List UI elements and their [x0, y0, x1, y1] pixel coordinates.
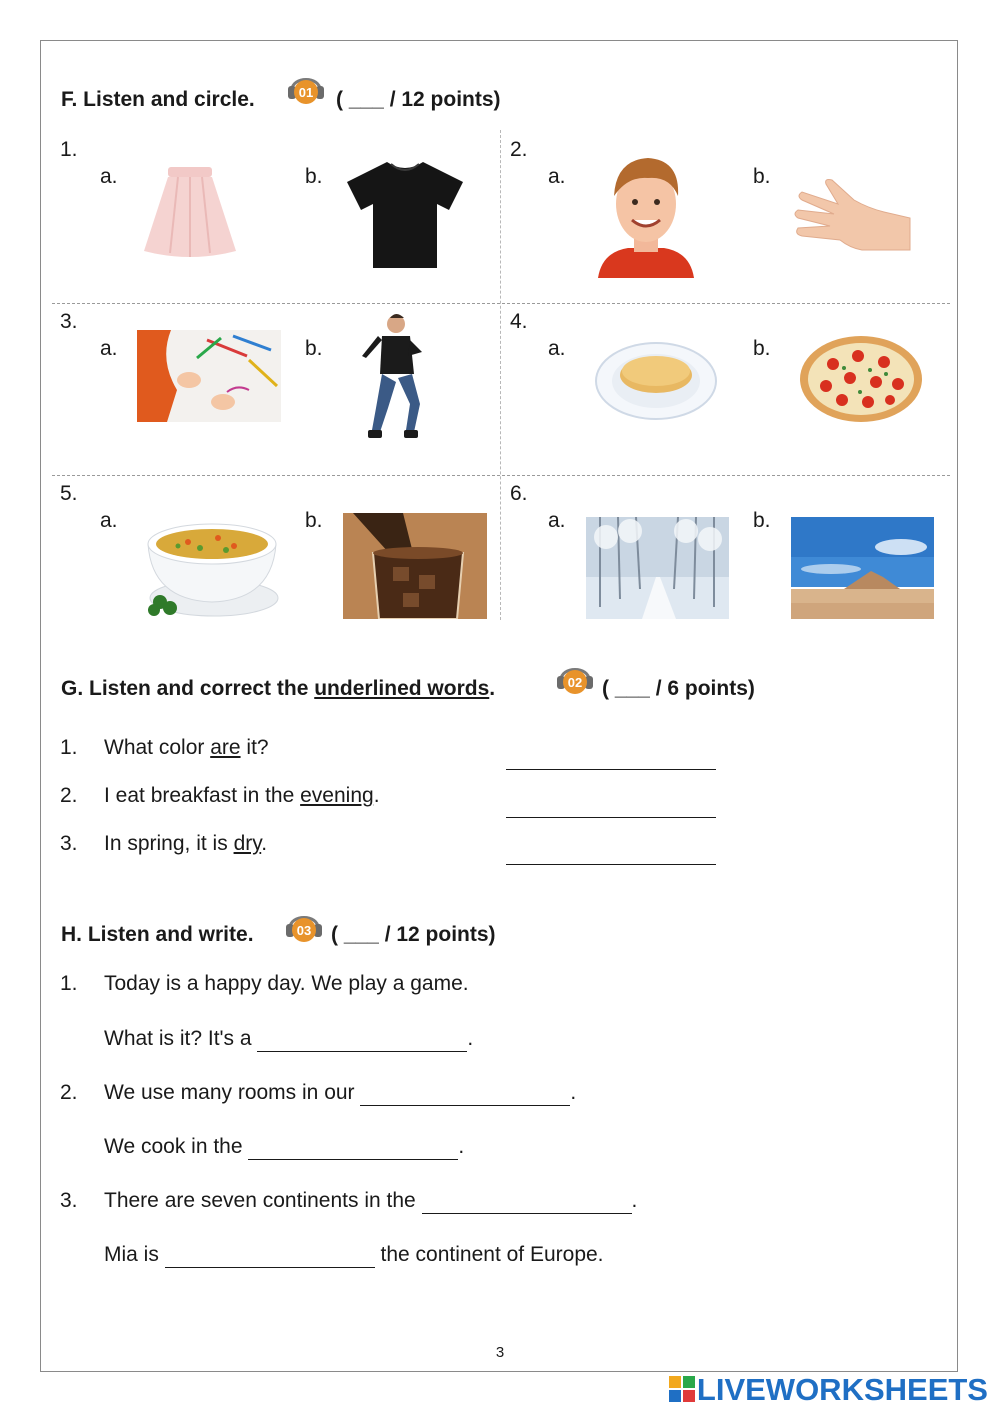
grid-divider-vertical: [500, 130, 501, 620]
track-number: 02: [567, 675, 583, 690]
sentence: We use many rooms in our .: [104, 1081, 577, 1104]
track-number: 03: [296, 923, 312, 938]
item-number: 3.: [60, 1189, 78, 1212]
pancake-plate-image[interactable]: [594, 335, 718, 421]
sentence: In spring, it is dry.: [104, 832, 268, 855]
item-number: 4.: [510, 310, 528, 333]
underlined-words-emphasis: underlined words: [314, 677, 490, 700]
item-number: 2.: [60, 784, 78, 807]
pink-skirt-image[interactable]: [140, 163, 240, 263]
sentence: We cook in the .: [104, 1135, 465, 1158]
page-number: 3: [495, 1344, 505, 1361]
write-blank[interactable]: [165, 1243, 375, 1268]
item-number: 6.: [510, 482, 528, 505]
answer-input-line[interactable]: [506, 817, 716, 818]
item-number: 5.: [60, 482, 78, 505]
item-number: 1.: [60, 736, 78, 759]
headphone-icon: [284, 906, 324, 944]
brand-name: LIVEWORKSHEETS: [696, 1372, 988, 1407]
option-b-label[interactable]: b.: [753, 337, 771, 360]
liveworksheets-logo[interactable]: [669, 1372, 988, 1408]
option-a-label[interactable]: a.: [100, 337, 118, 360]
item-number: 2.: [60, 1081, 78, 1104]
option-a-label[interactable]: a.: [100, 509, 118, 532]
option-a-label[interactable]: a.: [548, 337, 566, 360]
sentence: Mia is the continent of Europe.: [104, 1243, 604, 1266]
headphone-icon: [555, 658, 595, 696]
man-dancing-image[interactable]: [360, 312, 430, 440]
answer-input-line[interactable]: [506, 769, 716, 770]
section-f-title: F. Listen and circle.: [61, 88, 255, 111]
sentence: I eat breakfast in the evening.: [104, 784, 380, 807]
sentence: What color are it?: [104, 736, 269, 759]
write-blank[interactable]: [248, 1135, 458, 1160]
option-b-label[interactable]: b.: [753, 165, 771, 188]
pizza-image[interactable]: [798, 334, 924, 424]
item-number: 3.: [60, 832, 78, 855]
write-blank[interactable]: [360, 1081, 570, 1106]
sentence: What is it? It's a .: [104, 1027, 474, 1050]
soup-bowl-image[interactable]: [138, 514, 282, 620]
track-number: 01: [298, 85, 314, 100]
child-drawing-image[interactable]: [137, 330, 281, 422]
section-h-title: H. Listen and write.: [61, 923, 254, 946]
item-number: 1.: [60, 972, 78, 995]
hand-image[interactable]: [792, 178, 912, 254]
sentence: Today is a happy day. We play a game.: [104, 972, 469, 995]
section-g-score: ( ___ / 6 points): [602, 677, 755, 700]
write-blank[interactable]: [422, 1189, 632, 1214]
option-a-label[interactable]: a.: [100, 165, 118, 188]
grid-divider-row2: [52, 475, 950, 476]
section-f-score: ( ___ / 12 points): [336, 88, 501, 111]
headphone-icon: [286, 68, 326, 106]
section-g-title: G. Listen and correct the underlined words.: [61, 677, 496, 700]
option-b-label[interactable]: b.: [305, 337, 323, 360]
sentence: There are seven continents in the .: [104, 1189, 638, 1212]
liveworksheets-logo-icon: [669, 1376, 695, 1402]
item-number: 1.: [60, 138, 78, 161]
option-a-label[interactable]: a.: [548, 509, 566, 532]
item-number: 2.: [510, 138, 528, 161]
desert-image[interactable]: [791, 517, 934, 619]
section-h-score: ( ___ / 12 points): [331, 923, 496, 946]
option-b-label[interactable]: b.: [753, 509, 771, 532]
option-b-label[interactable]: b.: [305, 165, 323, 188]
write-blank[interactable]: [257, 1027, 467, 1052]
cola-glass-image[interactable]: [343, 513, 487, 619]
grid-divider-row1: [52, 303, 950, 304]
boy-face-image[interactable]: [598, 152, 694, 278]
option-a-label[interactable]: a.: [548, 165, 566, 188]
option-b-label[interactable]: b.: [305, 509, 323, 532]
black-t-shirt-image[interactable]: [345, 158, 465, 270]
item-number: 3.: [60, 310, 78, 333]
snowy-forest-image[interactable]: [586, 517, 729, 619]
answer-input-line[interactable]: [506, 864, 716, 865]
